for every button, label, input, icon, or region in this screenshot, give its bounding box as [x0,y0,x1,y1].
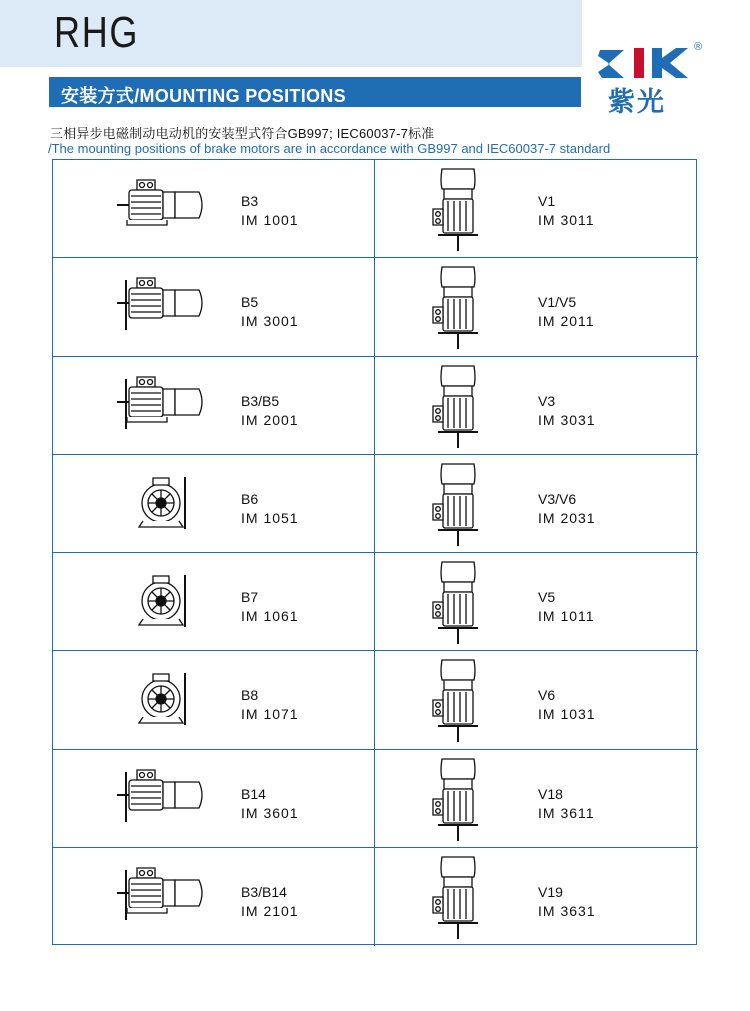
position-cell-v19 [375,848,698,946]
position-code: B3/B5 [241,392,280,409]
position-code: V19 [538,883,563,900]
position-code: B3 [241,193,259,209]
subtitle-english: /The mounting positions of brake motors are in accordance with GB997 and IEC60037-7 standard [48,141,611,156]
registered-mark: ® [694,41,703,53]
iec-im-code: IM 2011 [538,313,595,330]
iec-im-code: IM 3601 [241,804,299,821]
position-code: B7 [241,589,259,605]
position-cell-b7 [53,553,375,651]
position-code: V1 [538,193,556,209]
horizontal-flange-motor-icon [115,276,215,336]
position-code: V3 [538,392,556,409]
position-code: V6 [538,687,556,704]
position-cell-v5 [375,553,698,651]
vertical-motor-icon [428,165,488,255]
iec-im-code: IM 1061 [241,608,299,624]
vertical-motor-icon [428,558,488,648]
iec-im-code: IM 2101 [241,902,299,919]
vertical-motor-icon [428,362,488,452]
position-cell-v1-v5 [375,258,698,356]
horizontal-foot-flange-motor-icon [115,375,215,435]
subtitle-chinese: 三相异步电磁制动电动机的安装型式符合GB997; IEC60037-7标准 [50,126,435,141]
iec-im-code: IM 1031 [538,706,596,723]
iec-im-code: IM 3611 [538,804,595,821]
position-code: V5 [538,589,556,605]
vertical-motor-icon [428,263,488,353]
iec-im-code: IM 3001 [241,313,299,330]
vertical-motor-icon [428,755,488,845]
section-title: 安装方式/MOUNTING POSITIONS [61,86,346,106]
vertical-motor-icon [428,853,488,943]
position-cell-v3 [375,357,698,455]
horizontal-foot-motor-icon [115,178,215,238]
iec-im-code: IM 3631 [538,902,596,919]
vertical-motor-icon [428,460,488,550]
position-code: V3/V6 [538,490,577,507]
position-code: B3/B14 [241,883,287,900]
iec-im-code: IM 1051 [241,509,299,526]
position-cell-b8 [53,651,375,749]
position-cell-b14 [53,750,375,848]
position-cell-b5 [53,258,375,356]
position-code: B8 [241,687,259,704]
mounting-positions-table [52,159,697,945]
position-cell-v6 [375,651,698,749]
position-cell-b3 [53,160,375,258]
horizontal-face-motor-icon [115,768,215,828]
rhg-logo-text: RHG [54,8,140,57]
position-cell-v18 [375,750,698,848]
vertical-motor-icon [428,656,488,746]
position-code: B14 [241,785,266,802]
position-cell-b3-b5 [53,357,375,455]
position-code: V1/V5 [538,294,577,311]
end-view-motor-icon [129,571,199,631]
brand-name: 紫光 [608,87,666,117]
iec-im-code: IM 2031 [538,509,596,526]
position-cell-v1 [375,160,698,258]
position-code: B5 [241,294,259,311]
position-cell-b3-b14 [53,848,375,946]
position-cell-v3-v6 [375,455,698,553]
position-cell-b6 [53,455,375,553]
position-code: B6 [241,490,259,507]
iec-im-code: IM 1001 [241,212,299,228]
end-view-motor-icon [129,669,199,729]
position-code: V18 [538,785,563,802]
iec-im-code: IM 2001 [241,411,299,428]
section-title-bar [49,77,581,107]
horizontal-foot-face-motor-icon [115,866,215,926]
iec-im-code: IM 1071 [241,706,299,723]
iec-im-code: IM 3011 [538,212,595,228]
end-view-motor-icon [129,473,199,533]
iec-im-code: IM 3031 [538,411,596,428]
rhg-logo [54,8,139,58]
iec-im-code: IM 1011 [538,608,595,624]
